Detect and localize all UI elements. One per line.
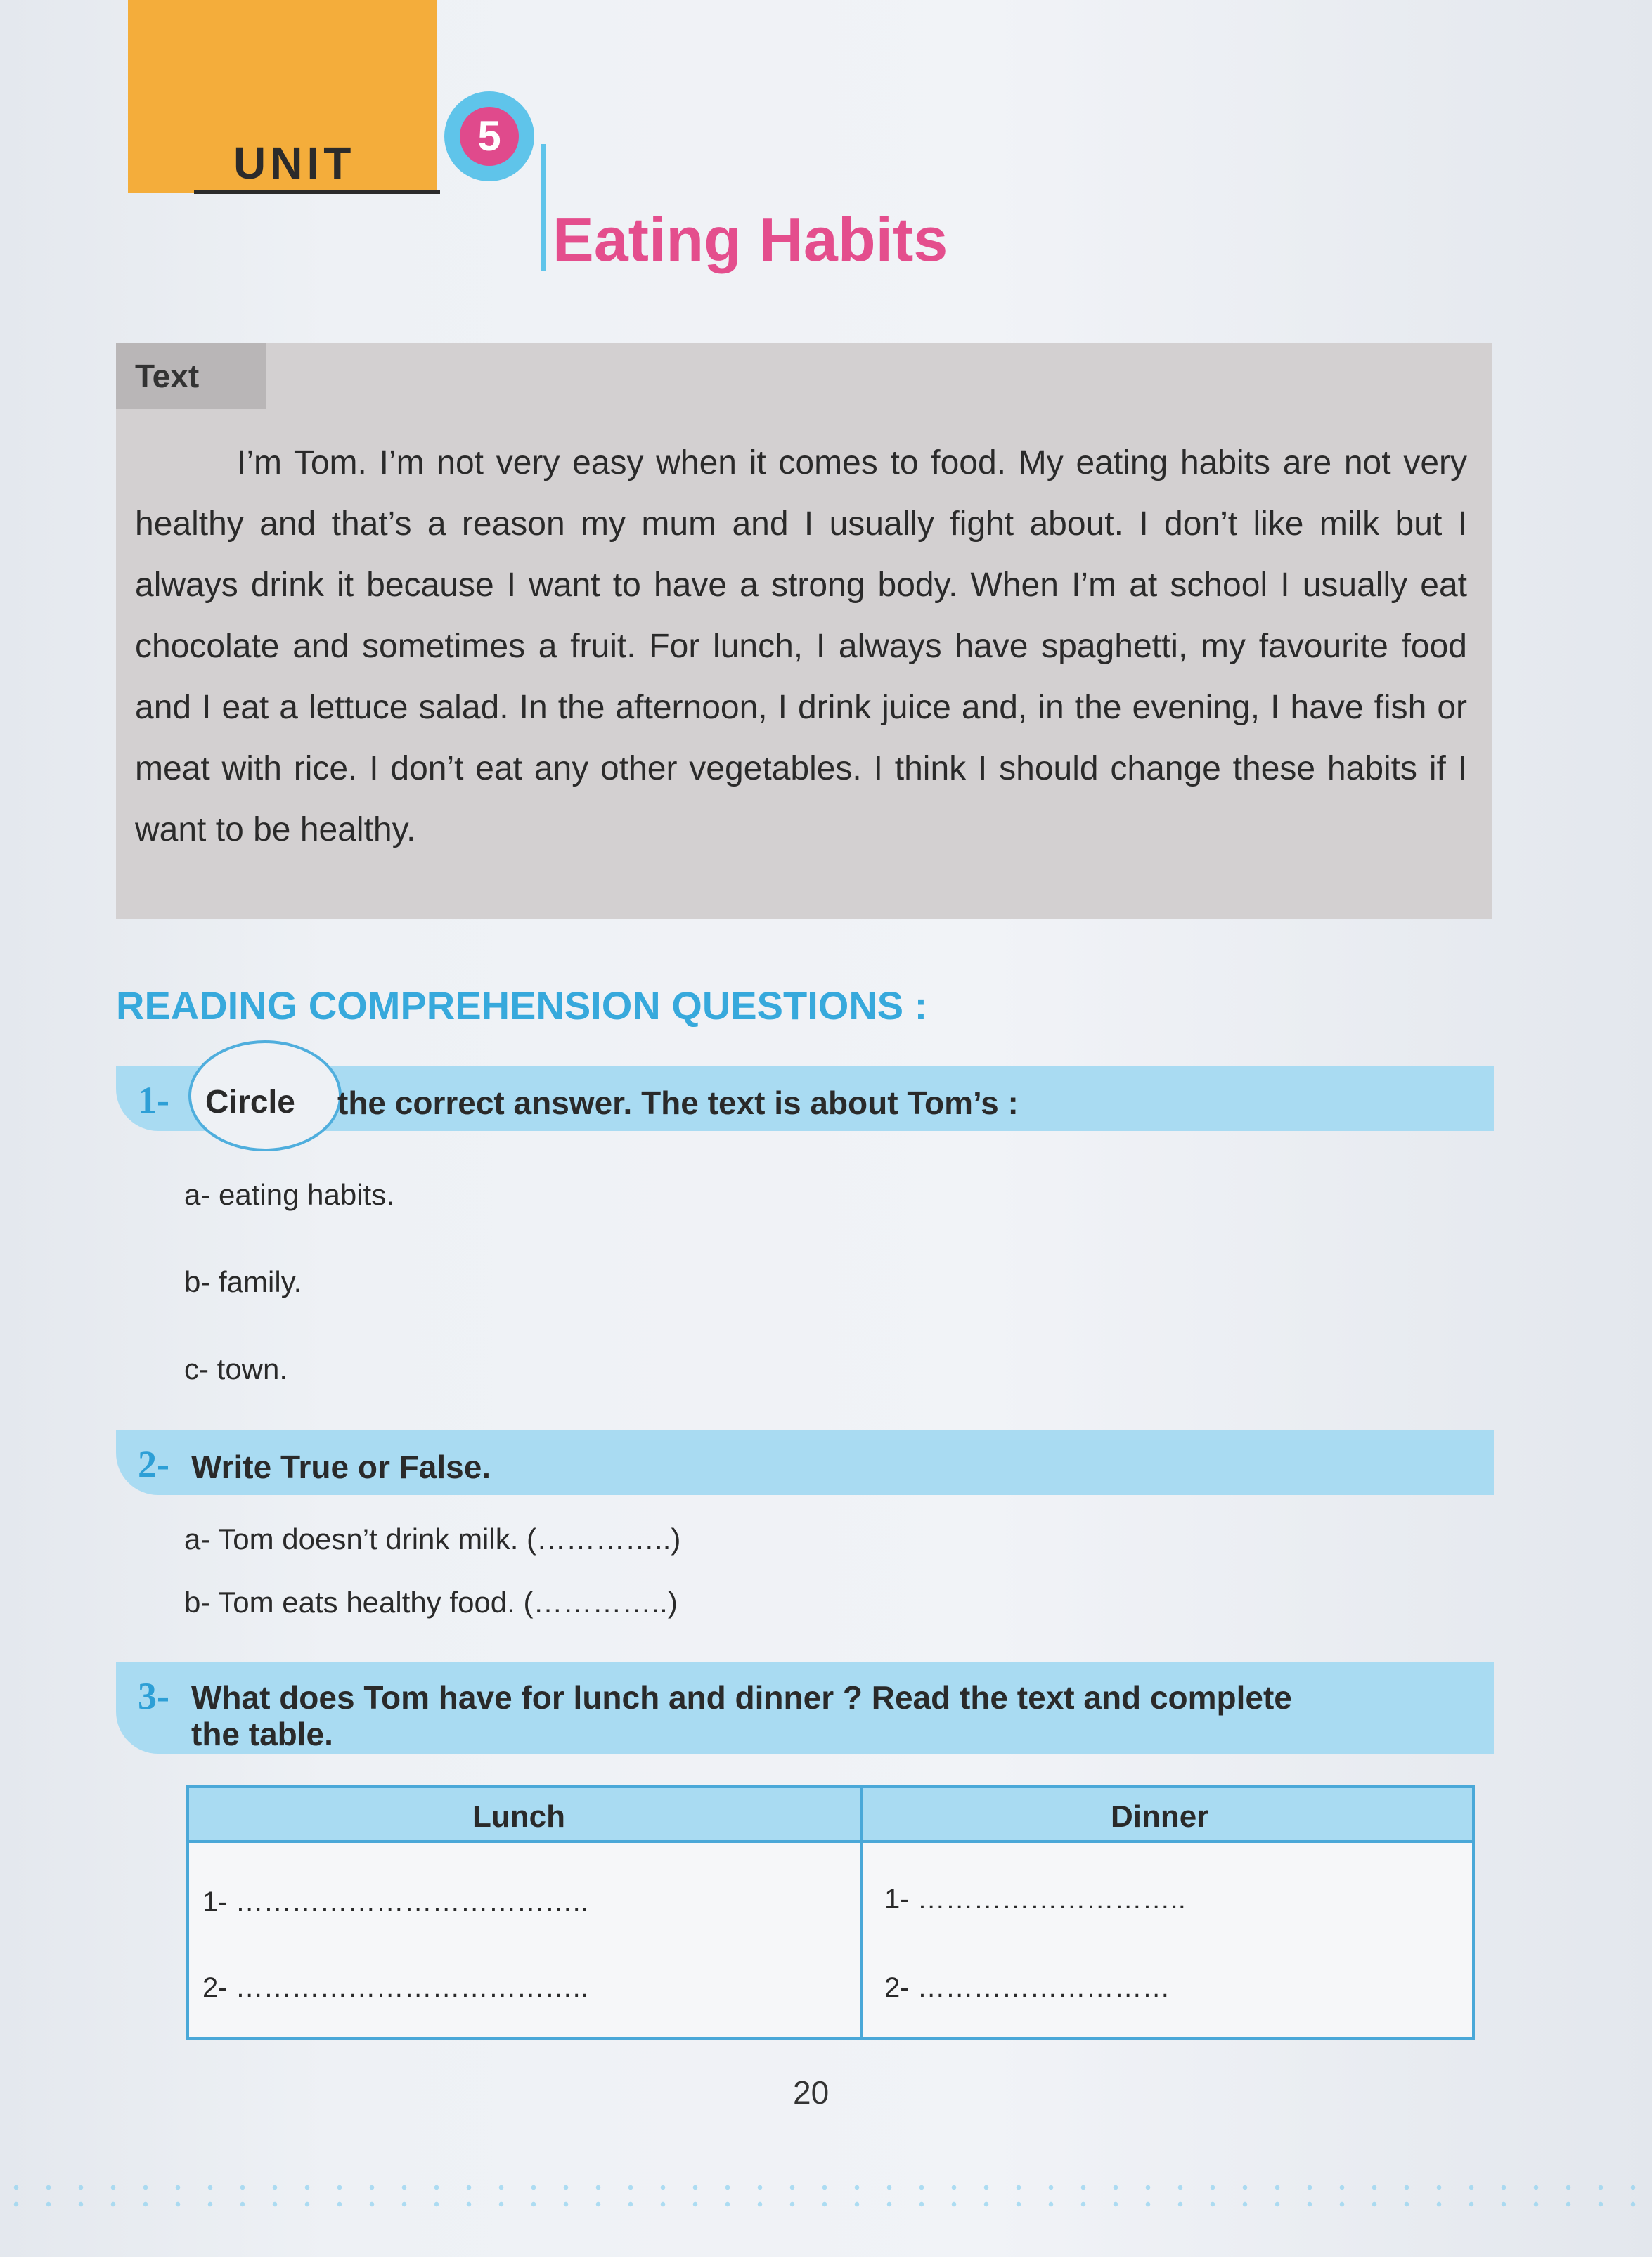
reading-passage: I’m Tom. I’m not very easy when it comes to food. My eating habits are not very healthy and that’s a reason my mum and I usually fight about. I don’t like milk but I always drink it because I want to have a strong body. When I’m at school I usually eat chocolate and sometimes a fruit. For lunch, I always have spaghetti, my favourite food and I eat a lettuce salad. In the afternoon, I drink juice and, in the evening, I have fish or meat with rice. I don’t eat any other vegetables. I think I should change these habits if I want to be healthy. — [135, 444, 1467, 848]
circled-word: Circle — [205, 1083, 295, 1120]
section-heading: READING COMPREHENSION QUESTIONS : — [116, 983, 928, 1028]
question-3-text-line-2: the table. — [191, 1716, 333, 1752]
true-false-b: b- Tom eats healthy food. (…………..) — [184, 1586, 678, 1619]
question-3-number: 3- — [138, 1675, 169, 1717]
table-column-divider — [860, 1788, 863, 2037]
table-header-dinner: Dinner — [1111, 1799, 1209, 1834]
decorative-dotted-border — [0, 2179, 1652, 2207]
question-3-text-line-1: What does Tom have for lunch and dinner ? Read the text and complete — [191, 1679, 1292, 1716]
option-a: a- eating habits. — [184, 1178, 394, 1211]
question-1-number: 1- — [138, 1079, 169, 1121]
table-header-lunch: Lunch — [472, 1799, 565, 1834]
option-c: c- town. — [184, 1352, 288, 1385]
unit-label: UNIT — [233, 138, 356, 188]
table-header-row — [189, 1788, 1472, 1843]
question-2-text: Write True or False. — [191, 1449, 491, 1485]
true-false-a: a- Tom doesn’t drink milk. (…………..) — [184, 1522, 681, 1556]
text-tab-label: Text — [135, 358, 200, 394]
unit-underline — [194, 190, 440, 194]
unit-number: 5 — [460, 107, 519, 166]
dinner-blank-2: 2- ……………………… — [884, 1972, 1170, 2003]
dinner-blank-1: 1- ……………………….. — [884, 1884, 1186, 1915]
question-1-text: the correct answer. The text is about Tom’s : — [337, 1085, 1019, 1121]
page-number: 20 — [793, 2074, 830, 2111]
question-2-number: 2- — [138, 1443, 169, 1485]
title-accent-bar — [541, 144, 546, 271]
lunch-blank-1: 1- ……………………………….. — [202, 1887, 588, 1918]
lunch-blank-2: 2- ……………………………….. — [202, 1972, 588, 2003]
option-b: b- family. — [184, 1265, 302, 1298]
page-title: Eating Habits — [553, 205, 948, 274]
